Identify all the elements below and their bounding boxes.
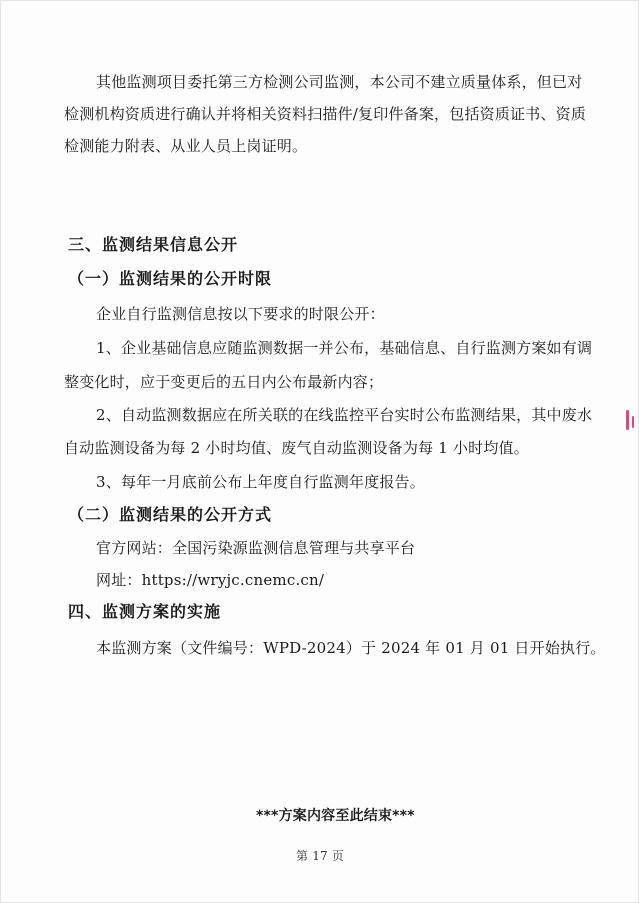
section-heading: 三、监测结果信息公开 [68,235,239,254]
paragraph-line: 官方网站：全国污染源监测信息管理与共享平台 [96,539,416,557]
paragraph-line: 整变化时，应于变更后的五日内公布最新内容； [64,373,384,391]
paragraph-line: 企业自行监测信息按以下要求的时限公开： [96,305,385,323]
paragraph-line: 其他监测项目委托第三方检测公司监测，本公司不建立质量体系，但已对 [96,73,583,91]
page-number: 第 17 页 [296,849,345,863]
subsection-heading: （二）监测结果的公开方式 [68,505,273,524]
paragraph-line: 1、企业基础信息应随监测数据一并公布，基础信息、自行监测方案如有调 [96,339,593,357]
section-heading: 四、监测方案的实施 [68,602,222,621]
end-marker: ***方案内容至此结束*** [256,808,415,824]
paragraph-line: 检测能力附表、从业人员上岗证明。 [64,137,308,155]
paragraph-line: 2、自动监测数据应在所关联的在线监控平台实时公布监测结果，其中废水 [96,406,593,424]
paragraph-line: 本监测方案（文件编号：WPD-2024）于 2024 年 01 月 01 日开始执行。 [96,639,606,657]
paragraph-line: 自动监测设备为每 2 小时均值、废气自动监测设备为每 1 小时均值。 [64,439,529,457]
subsection-heading: （一）监测结果的公开时限 [68,269,273,288]
paragraph-line: 检测机构资质进行确认并将相关资料扫描件/复印件备案，包括资质证书、资质 [64,105,587,123]
margin-mark [626,410,629,430]
url-line: 网址：https://wryjc.cnemc.cn/ [96,571,325,589]
paragraph-line: 3、每年一月底前公布上年度自行监测年度报告。 [96,473,425,491]
margin-mark [632,416,634,428]
